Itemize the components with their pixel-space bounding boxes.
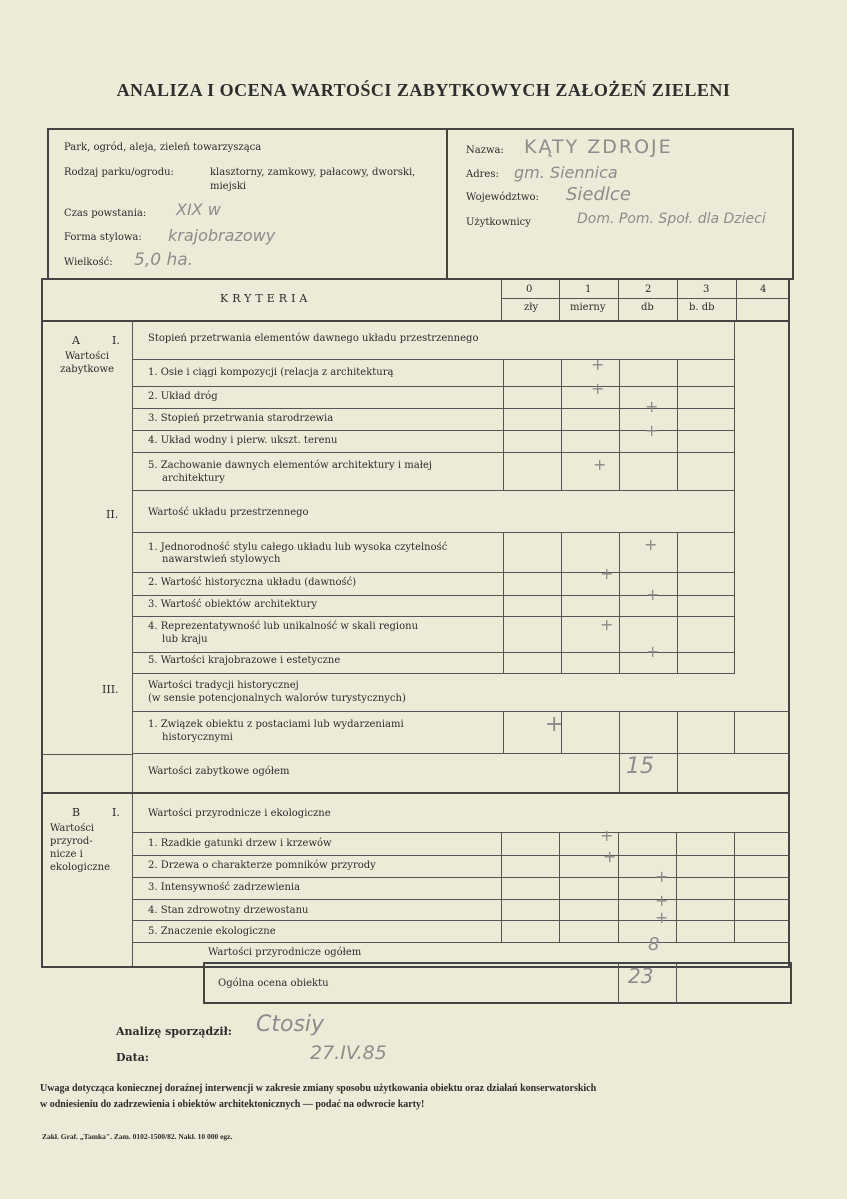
section-a-I: I.	[112, 334, 120, 347]
row-s1: 1. Jednorodność stylu całego układu lub wysoka czytelność	[148, 542, 448, 553]
col-2-num: 2	[645, 284, 652, 295]
total-b-value: 8	[648, 934, 660, 955]
section-a-II: II.	[106, 508, 119, 521]
kind-options: klasztorny, zamkowy, pałacowy, dworski,	[210, 167, 416, 178]
date-sign-value: 27.IV.85	[310, 1042, 387, 1064]
section-I-title: Stopień przetrwania elementów dawnego układu przestrzennego	[148, 333, 479, 344]
mark-r2: +	[591, 379, 605, 398]
col-1-num: 1	[585, 284, 592, 295]
total-b-label: Wartości przyrodnicze ogółem	[208, 947, 362, 958]
mark-t1: +	[545, 712, 564, 737]
section-b-name-3: nicze i	[50, 849, 83, 860]
row-s4-cont: lub kraju	[162, 634, 208, 645]
col-4-num: 4	[760, 284, 767, 295]
section-B-title: Wartości przyrodnicze i ekologiczne	[148, 808, 331, 819]
made-by-label: Analizę sporządził:	[116, 1025, 232, 1038]
row-b4: 4. Stan zdrowotny drzewostanu	[148, 905, 309, 916]
mark-r1: +	[591, 355, 605, 374]
address-label: Adres:	[466, 169, 499, 180]
row-s5: 5. Wartości krajobrazowe i estetyczne	[148, 655, 341, 666]
section-III-title: Wartości tradycji historycznej	[148, 680, 299, 691]
col-0-label: zły	[524, 302, 539, 313]
row-s4: 4. Reprezentatywność lub unikalność w skali regionu	[148, 621, 419, 632]
section-b-name-2: przyrod-	[50, 836, 93, 847]
row-s2: 2. Wartość historyczna układu (dawność)	[148, 577, 357, 588]
row-r5: 5. Zachowanie dawnych elementów architektury i małej	[148, 460, 432, 471]
mark-s5: +	[646, 642, 660, 661]
form-title: ANALIZA I OCENA WARTOŚCI ZABYTKOWYCH ZAŁOŻEŃ ZIELENI	[116, 80, 731, 100]
col-2-label: db	[641, 302, 654, 313]
kind-options-2: miejski	[210, 181, 247, 192]
row-r2: 2. Układ dróg	[148, 391, 218, 402]
section-a-name: Wartości zabytkowe	[60, 351, 114, 375]
park-type-label: Park, ogród, aleja, zieleń towarzysząca	[64, 142, 262, 153]
kind-label: Rodzaj parku/ogrodu:	[64, 167, 174, 178]
row-b5: 5. Znaczenie ekologiczne	[148, 926, 276, 937]
mark-s4: +	[600, 615, 614, 634]
note-line-2: w odniesieniu do zadrzewienia i obiektów architektonicznych — podać na odwrocie karty!	[40, 1099, 425, 1110]
date-sign-label: Data:	[116, 1051, 149, 1064]
mark-b1: +	[600, 826, 614, 845]
section-b-name-1: Wartości	[50, 823, 95, 834]
style-value: krajobrazowy	[168, 226, 276, 245]
overall-label: Ogólna ocena obiektu	[218, 978, 329, 989]
col-0-num: 0	[526, 284, 533, 295]
name-label: Nazwa:	[466, 145, 504, 156]
criteria-title: KRYTERIA	[220, 292, 312, 305]
date-value: XIX w	[176, 200, 221, 219]
section-III-subtitle: (w sensie potencjonalnych walorów turystycznych)	[148, 693, 406, 704]
size-label: Wielkość:	[64, 257, 113, 268]
mark-r3: +	[645, 397, 659, 416]
address-value: gm. Siennica	[514, 163, 618, 182]
voivodeship-value: Siedlce	[566, 184, 631, 205]
row-b3: 3. Intensywność zadrzewienia	[148, 882, 301, 893]
col-3-num: 3	[703, 284, 710, 295]
row-r1: 1. Osie i ciągi kompozycji (relacja z architekturą	[148, 367, 394, 378]
row-r3: 3. Stopień przetrwania starodrzewia	[148, 413, 334, 424]
voivodeship-label: Województwo:	[466, 192, 539, 203]
mark-b2: +	[603, 847, 617, 866]
users-label: Użytkownicy	[466, 217, 531, 228]
date-label: Czas powstania:	[64, 208, 147, 219]
overall-value: 23	[628, 964, 654, 988]
row-b1: 1. Rzadkie gatunki drzew i krzewów	[148, 838, 332, 849]
row-t1: 1. Związek obiektu z postaciami lub wydarzeniami	[148, 719, 404, 730]
row-b2: 2. Drzewa o charakterze pomników przyrody	[148, 860, 376, 871]
mark-s1: +	[644, 535, 658, 554]
section-II-title: Wartość układu przestrzennego	[148, 507, 309, 518]
name-value: KĄTY ZDROJE	[524, 136, 673, 158]
section-a-III: III.	[102, 683, 119, 696]
section-b-letter: B	[72, 806, 81, 819]
mark-s3: +	[646, 585, 660, 604]
mark-s2: +	[600, 564, 614, 583]
row-s3: 3. Wartość obiektów architektury	[148, 599, 318, 610]
mark-r4: +	[645, 421, 659, 440]
section-b-I: I.	[112, 806, 120, 819]
made-by-value: Ctosiy	[256, 1012, 325, 1037]
style-label: Forma stylowa:	[64, 232, 142, 243]
mark-b4: +	[655, 891, 669, 910]
mark-r5: +	[593, 455, 607, 474]
total-a-value: 15	[626, 754, 654, 779]
col-1-label: mierny	[570, 302, 606, 313]
mark-b3: +	[655, 867, 669, 886]
row-t1-cont: historycznymi	[162, 732, 233, 743]
mark-b5: +	[655, 908, 669, 927]
users-value: Dom. Pom. Społ. dla Dzieci	[577, 211, 766, 227]
section-a-letter: A	[72, 334, 80, 347]
print-footer: Zakł. Graf. „Tamka". Zam. 0102-1500/82. Nakł. 10 000 egz.	[42, 1132, 233, 1141]
total-a-label: Wartości zabytkowe ogółem	[148, 766, 290, 777]
row-r4: 4. Układ wodny i pierw. ukszt. terenu	[148, 435, 338, 446]
row-s1-cont: nawarstwień stylowych	[162, 554, 281, 565]
note-line-1: Uwaga dotycząca koniecznej doraźnej interwencji w zakresie zmiany sposobu użytkowania obiektu oraz działań konserwatorskich	[40, 1083, 597, 1094]
section-b-name-4: ekologiczne	[50, 862, 111, 873]
col-3-label: b. db	[689, 302, 715, 313]
size-value: 5,0 ha.	[134, 250, 194, 270]
row-r5-cont: architektury	[162, 473, 225, 484]
